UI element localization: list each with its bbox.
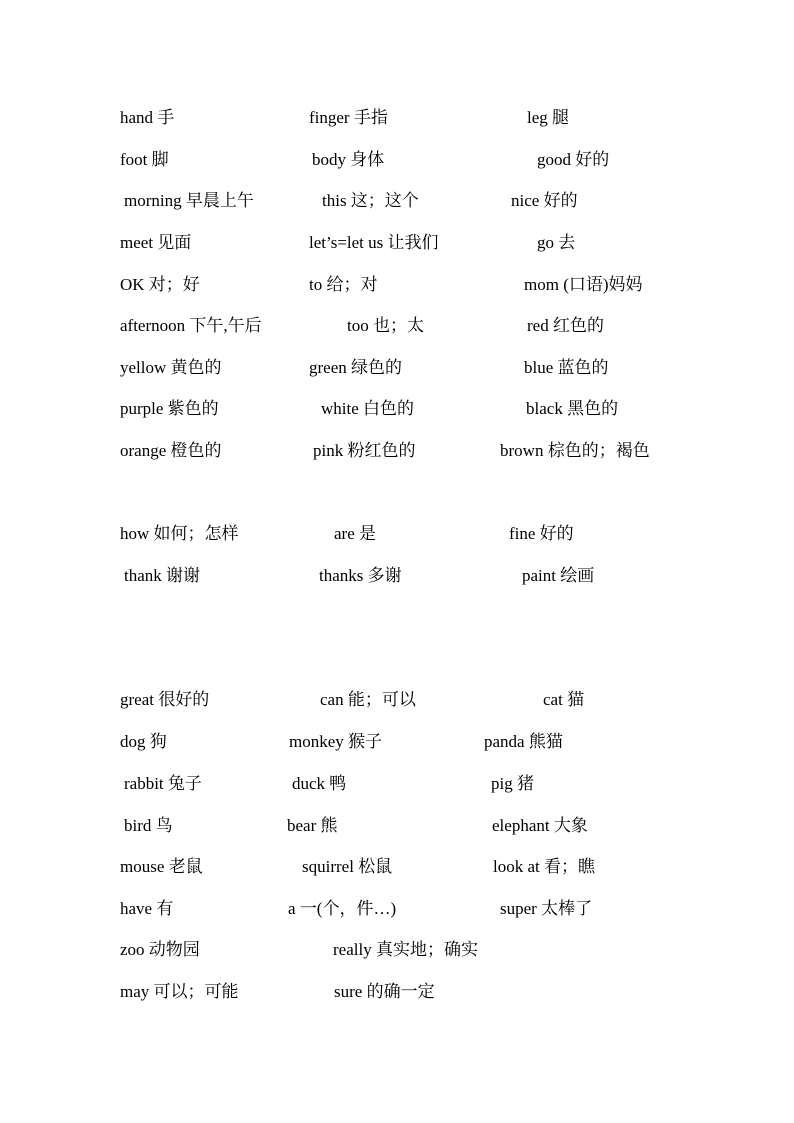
word-entry: red 红色的 (527, 316, 604, 335)
word-entry: purple 紫色的 (120, 399, 219, 418)
word-entry: really 真实地；确实 (333, 940, 478, 959)
word-entry: yellow 黄色的 (120, 358, 222, 377)
word-entry: dog 狗 (120, 732, 167, 751)
word-entry: paint 绘画 (522, 566, 595, 585)
word-entry: blue 蓝色的 (524, 358, 609, 377)
word-entry: this 这；这个 (322, 191, 419, 210)
word-entry: a 一(个，件…) (288, 899, 397, 918)
word-entry: sure 的确一定 (334, 982, 435, 1001)
word-entry: how 如何；怎样 (120, 524, 239, 543)
word-entry: fine 好的 (509, 524, 574, 543)
word-entry: are 是 (334, 524, 377, 543)
word-entry: orange 橙色的 (120, 441, 222, 460)
word-entry: elephant 大象 (492, 816, 588, 835)
word-entry: mom (口语)妈妈 (524, 275, 643, 294)
word-entry: leg 腿 (527, 108, 570, 127)
word-entry: panda 熊猫 (484, 732, 563, 751)
word-entry: zoo 动物园 (120, 940, 200, 959)
word-entry: finger 手指 (309, 108, 388, 127)
word-entry: good 好的 (537, 150, 610, 169)
word-entry: look at 看；瞧 (493, 857, 595, 876)
word-entry: green 绿色的 (309, 358, 403, 377)
word-entry: thank 谢谢 (124, 566, 201, 585)
word-entry: OK 对；好 (120, 275, 200, 294)
word-entry: too 也；太 (347, 316, 424, 335)
word-entry: foot 脚 (120, 150, 169, 169)
word-entry: black 黑色的 (526, 399, 619, 418)
word-entry: nice 好的 (511, 191, 578, 210)
word-entry: bear 熊 (287, 816, 338, 835)
word-entry: pig 猪 (491, 774, 534, 793)
word-entry: bird 鸟 (124, 816, 173, 835)
word-entry: super 太棒了 (500, 899, 593, 918)
word-entry: cat 猫 (543, 690, 585, 709)
word-entry: morning 早晨上午 (124, 191, 254, 210)
word-entry: can 能；可以 (320, 690, 416, 709)
word-entry: body 身体 (312, 150, 385, 169)
word-entry: great 很好的 (120, 690, 210, 709)
word-entry: mouse 老鼠 (120, 857, 203, 876)
word-entry: rabbit 兔子 (124, 774, 202, 793)
word-entry: to 给；对 (309, 275, 378, 294)
word-entry: squirrel 松鼠 (302, 857, 393, 876)
word-entry: thanks 多谢 (319, 566, 402, 585)
word-entry: afternoon 下午,午后 (120, 316, 262, 335)
word-entry: white 白色的 (321, 399, 415, 418)
word-entry: pink 粉红色的 (313, 441, 416, 460)
word-entry: go 去 (537, 233, 576, 252)
word-entry: may 可以；可能 (120, 982, 239, 1001)
word-entry: let’s=let us 让我们 (309, 233, 439, 252)
word-entry: duck 鸭 (292, 774, 347, 793)
word-entry: have 有 (120, 899, 174, 918)
word-entry: hand 手 (120, 108, 175, 127)
word-entry: monkey 猴子 (289, 732, 383, 751)
word-entry: brown 棕色的；褐色 (500, 441, 650, 460)
word-entry: meet 见面 (120, 233, 192, 252)
